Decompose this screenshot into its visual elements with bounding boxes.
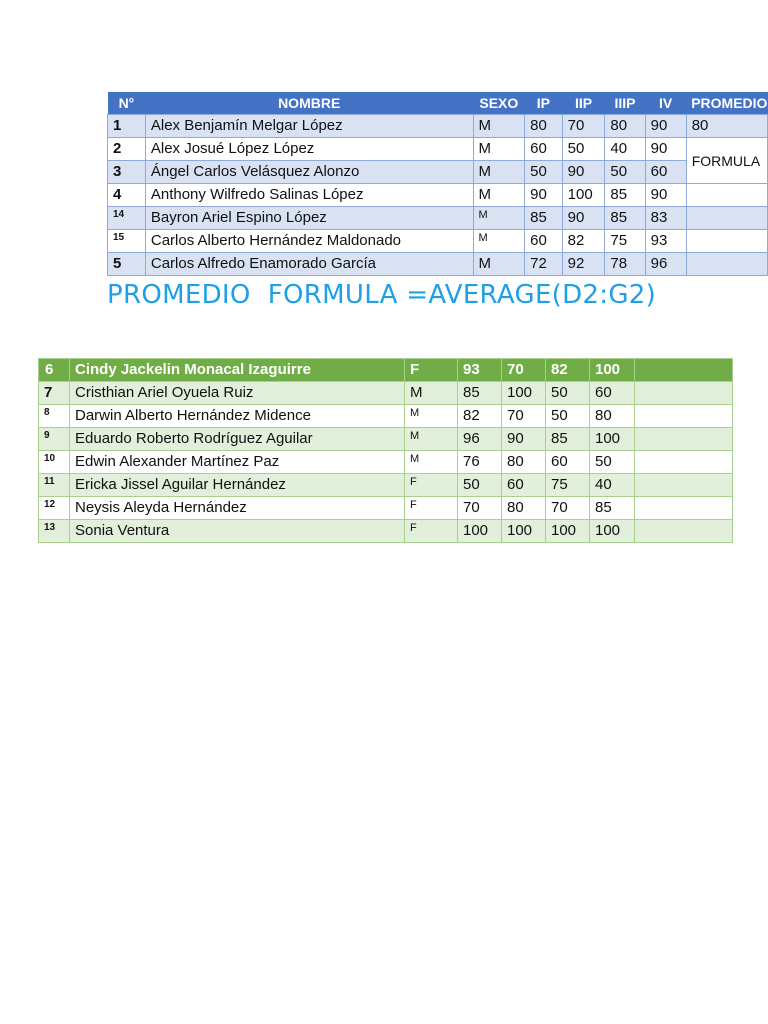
cell-promedio-formula[interactable]: FORMULA bbox=[686, 138, 767, 184]
cell-nombre[interactable]: Neysis Aleyda Hernández bbox=[70, 497, 405, 520]
cell-sexo[interactable]: M bbox=[473, 253, 525, 276]
cell-iip[interactable]: 70 bbox=[502, 359, 546, 382]
cell-iip[interactable]: 90 bbox=[562, 207, 605, 230]
cell-iiip[interactable]: 50 bbox=[605, 161, 645, 184]
cell-nombre[interactable]: Carlos Alfredo Enamorado García bbox=[145, 253, 473, 276]
cell-n[interactable]: 2 bbox=[108, 138, 146, 161]
table-row[interactable] bbox=[108, 138, 768, 161]
table-row[interactable] bbox=[39, 520, 733, 543]
cell-iip[interactable]: 60 bbox=[502, 474, 546, 497]
cell-nombre[interactable]: Ángel Carlos Velásquez Alonzo bbox=[145, 161, 473, 184]
cell-nombre[interactable]: Cindy Jackelin Monacal Izaguirre bbox=[70, 359, 405, 382]
table-header-row bbox=[108, 92, 768, 115]
cell-n[interactable]: 12 bbox=[39, 497, 70, 520]
table-row[interactable] bbox=[108, 230, 768, 253]
cell-iv[interactable]: 60 bbox=[590, 382, 635, 405]
cell-nombre[interactable]: Eduardo Roberto Rodríguez Aguilar bbox=[70, 428, 405, 451]
cell-iiip[interactable]: 82 bbox=[546, 359, 590, 382]
table-header-row[interactable] bbox=[39, 359, 733, 382]
cell-ip[interactable]: 82 bbox=[458, 405, 502, 428]
cell-sexo[interactable]: M bbox=[473, 161, 525, 184]
cell-iiip[interactable]: 70 bbox=[546, 497, 590, 520]
cell-promedio[interactable] bbox=[635, 382, 733, 405]
table-row[interactable] bbox=[39, 497, 733, 520]
cell-nombre[interactable]: Alex Benjamín Melgar López bbox=[145, 115, 473, 138]
cell-nombre[interactable]: Darwin Alberto Hernández Midence bbox=[70, 405, 405, 428]
cell-sexo[interactable]: F bbox=[405, 474, 458, 497]
cell-iv[interactable]: 90 bbox=[645, 115, 686, 138]
cell-iv[interactable]: 100 bbox=[590, 428, 635, 451]
cell-n[interactable]: 13 bbox=[39, 520, 70, 543]
cell-ip[interactable]: 50 bbox=[525, 161, 562, 184]
cell-iiip[interactable]: 75 bbox=[546, 474, 590, 497]
cell-ip[interactable]: 60 bbox=[525, 138, 562, 161]
table-row[interactable] bbox=[108, 184, 768, 207]
cell-nombre[interactable]: Sonia Ventura bbox=[70, 520, 405, 543]
cell-iv[interactable]: 90 bbox=[645, 184, 686, 207]
cell-ip[interactable]: 90 bbox=[525, 184, 562, 207]
student-grades-table-1 bbox=[107, 92, 768, 276]
cell-iv[interactable]: 50 bbox=[590, 451, 635, 474]
table-row[interactable] bbox=[108, 253, 768, 276]
cell-iv[interactable]: 80 bbox=[590, 405, 635, 428]
cell-promedio[interactable] bbox=[635, 497, 733, 520]
cell-sexo[interactable]: M bbox=[473, 115, 525, 138]
cell-nombre[interactable]: Cristhian Ariel Oyuela Ruiz bbox=[70, 382, 405, 405]
table-row[interactable] bbox=[39, 474, 733, 497]
cell-nombre[interactable]: Alex Josué López López bbox=[145, 138, 473, 161]
header-n: N° bbox=[108, 92, 146, 115]
formula-note: PROMEDIO FORMULA =AVERAGE(D2:G2) bbox=[107, 280, 657, 310]
cell-ip[interactable]: 76 bbox=[458, 451, 502, 474]
cell-ip[interactable]: 85 bbox=[525, 207, 562, 230]
student-grades-table-2 bbox=[38, 358, 733, 543]
cell-iiip[interactable]: 100 bbox=[546, 520, 590, 543]
cell-iiip[interactable]: 85 bbox=[605, 207, 645, 230]
cell-iiip[interactable]: 50 bbox=[546, 405, 590, 428]
cell-iip[interactable]: 82 bbox=[562, 230, 605, 253]
header-sexo: SEXO bbox=[473, 92, 525, 115]
cell-iv[interactable]: 83 bbox=[645, 207, 686, 230]
cell-ip[interactable]: 50 bbox=[458, 474, 502, 497]
cell-n[interactable]: 8 bbox=[39, 405, 70, 428]
cell-sexo[interactable]: M bbox=[473, 230, 525, 253]
header-promedio: PROMEDIO bbox=[686, 92, 767, 115]
cell-sexo[interactable]: F bbox=[405, 497, 458, 520]
cell-iiip[interactable]: 50 bbox=[546, 382, 590, 405]
cell-ip[interactable]: 100 bbox=[458, 520, 502, 543]
cell-ip[interactable]: 85 bbox=[458, 382, 502, 405]
cell-n[interactable]: 5 bbox=[108, 253, 146, 276]
cell-nombre[interactable]: Anthony Wilfredo Salinas López bbox=[145, 184, 473, 207]
cell-iv[interactable]: 100 bbox=[590, 520, 635, 543]
table-row[interactable] bbox=[108, 207, 768, 230]
cell-n[interactable]: 15 bbox=[108, 230, 146, 253]
cell-sexo[interactable]: M bbox=[473, 184, 525, 207]
cell-iiip[interactable]: 75 bbox=[605, 230, 645, 253]
cell-ip[interactable]: 72 bbox=[525, 253, 562, 276]
cell-sexo[interactable]: M bbox=[473, 138, 525, 161]
cell-iv[interactable]: 93 bbox=[645, 230, 686, 253]
cell-iip[interactable]: 70 bbox=[502, 405, 546, 428]
cell-n[interactable]: 6 bbox=[39, 359, 70, 382]
cell-promedio[interactable] bbox=[686, 230, 767, 253]
cell-iip[interactable]: 100 bbox=[502, 520, 546, 543]
cell-iv[interactable]: 60 bbox=[645, 161, 686, 184]
cell-promedio[interactable] bbox=[686, 207, 767, 230]
cell-promedio[interactable] bbox=[635, 520, 733, 543]
cell-sexo[interactable]: F bbox=[405, 359, 458, 382]
cell-nombre[interactable]: Bayron Ariel Espino López bbox=[145, 207, 473, 230]
cell-promedio[interactable]: 80 bbox=[686, 115, 767, 138]
cell-promedio[interactable] bbox=[686, 184, 767, 207]
cell-n[interactable]: 3 bbox=[108, 161, 146, 184]
cell-sexo[interactable]: F bbox=[405, 520, 458, 543]
table-row[interactable] bbox=[39, 382, 733, 405]
cell-sexo[interactable]: M bbox=[405, 428, 458, 451]
cell-iv[interactable]: 96 bbox=[645, 253, 686, 276]
cell-iip[interactable]: 80 bbox=[502, 451, 546, 474]
cell-iv[interactable]: 100 bbox=[590, 359, 635, 382]
cell-iiip[interactable]: 80 bbox=[605, 115, 645, 138]
cell-iiip[interactable]: 78 bbox=[605, 253, 645, 276]
cell-nombre[interactable]: Carlos Alberto Hernández Maldonado bbox=[145, 230, 473, 253]
cell-iv[interactable]: 40 bbox=[590, 474, 635, 497]
cell-n[interactable]: 4 bbox=[108, 184, 146, 207]
table-row[interactable] bbox=[39, 428, 733, 451]
cell-nombre[interactable]: Edwin Alexander Martínez Paz bbox=[70, 451, 405, 474]
cell-iip[interactable]: 80 bbox=[502, 497, 546, 520]
cell-promedio[interactable] bbox=[635, 405, 733, 428]
cell-iip[interactable]: 90 bbox=[562, 161, 605, 184]
cell-iip[interactable]: 100 bbox=[562, 184, 605, 207]
cell-iip[interactable]: 70 bbox=[562, 115, 605, 138]
header-iv: IV bbox=[645, 92, 686, 115]
table-row[interactable] bbox=[108, 115, 768, 138]
cell-ip[interactable]: 93 bbox=[458, 359, 502, 382]
cell-iiip[interactable]: 40 bbox=[605, 138, 645, 161]
cell-nombre[interactable]: Ericka Jissel Aguilar Hernández bbox=[70, 474, 405, 497]
cell-iv[interactable]: 90 bbox=[645, 138, 686, 161]
cell-n[interactable]: 14 bbox=[108, 207, 146, 230]
cell-n[interactable]: 1 bbox=[108, 115, 146, 138]
table-row[interactable] bbox=[39, 405, 733, 428]
header-iiip: IIIP bbox=[605, 92, 645, 115]
cell-ip[interactable]: 70 bbox=[458, 497, 502, 520]
cell-iv[interactable]: 85 bbox=[590, 497, 635, 520]
cell-iiip[interactable]: 85 bbox=[546, 428, 590, 451]
table-row[interactable] bbox=[39, 451, 733, 474]
cell-ip[interactable]: 60 bbox=[525, 230, 562, 253]
header-nombre: NOMBRE bbox=[145, 92, 473, 115]
cell-iip[interactable]: 100 bbox=[502, 382, 546, 405]
cell-sexo[interactable]: M bbox=[405, 405, 458, 428]
cell-n[interactable]: 9 bbox=[39, 428, 70, 451]
cell-sexo[interactable]: M bbox=[405, 451, 458, 474]
cell-sexo[interactable]: M bbox=[405, 382, 458, 405]
cell-ip[interactable]: 96 bbox=[458, 428, 502, 451]
cell-n[interactable]: 10 bbox=[39, 451, 70, 474]
cell-n[interactable]: 11 bbox=[39, 474, 70, 497]
cell-promedio[interactable] bbox=[635, 359, 733, 382]
cell-iip[interactable]: 50 bbox=[562, 138, 605, 161]
cell-n[interactable]: 7 bbox=[39, 382, 70, 405]
cell-iiip[interactable]: 85 bbox=[605, 184, 645, 207]
header-ip: IP bbox=[525, 92, 562, 115]
cell-ip[interactable]: 80 bbox=[525, 115, 562, 138]
cell-promedio[interactable] bbox=[635, 428, 733, 451]
table-row[interactable] bbox=[108, 161, 768, 184]
cell-sexo[interactable]: M bbox=[473, 207, 525, 230]
cell-promedio[interactable] bbox=[635, 474, 733, 497]
header-iip: IIP bbox=[562, 92, 605, 115]
cell-promedio[interactable] bbox=[635, 451, 733, 474]
cell-promedio[interactable] bbox=[686, 253, 767, 276]
cell-iip[interactable]: 90 bbox=[502, 428, 546, 451]
cell-iip[interactable]: 92 bbox=[562, 253, 605, 276]
cell-iiip[interactable]: 60 bbox=[546, 451, 590, 474]
